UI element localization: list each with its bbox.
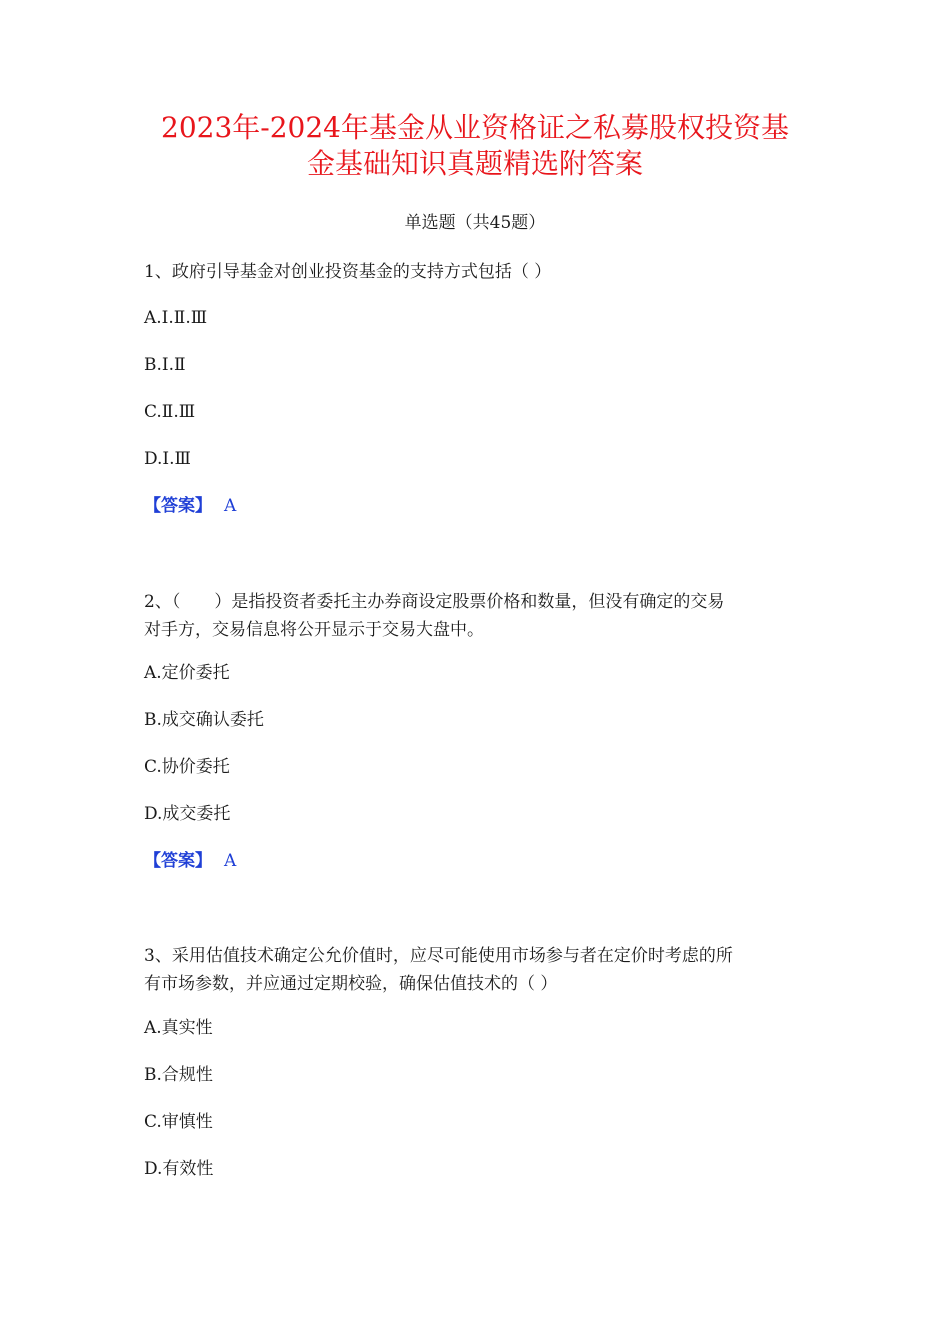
document-title-line-2: 金基础知识真题精选附答案	[306, 147, 643, 180]
answer-label: 【答案】	[144, 496, 212, 516]
answer-value: A	[224, 496, 237, 516]
question-3-option-c: C.审慎性	[144, 1112, 213, 1132]
answer-label: 【答案】	[144, 851, 212, 871]
question-2-answer	[144, 849, 236, 873]
question-3-option-a: A.真实性	[144, 1018, 213, 1038]
question-2-option-b: B.成交确认委托	[144, 710, 264, 730]
document-title	[0, 110, 950, 182]
question-1-stem	[144, 258, 824, 286]
document-title-line-1: 2023年-2024年基金从业资格证之私募股权投资基	[161, 111, 789, 144]
question-2-option-c: C.协价委托	[144, 757, 230, 777]
question-2-stem-line-2: 对手方，交易信息将公开显示于交易大盘中。	[144, 620, 484, 640]
question-3-stem-line-1: 3、采用估值技术确定公允价值时，应尽可能使用市场参与者在定价时考虑的所	[144, 946, 733, 966]
question-3-option-d: D.有效性	[144, 1159, 214, 1179]
question-2-option-a: A.定价委托	[144, 663, 230, 683]
question-2-stem	[144, 588, 824, 644]
question-2-option-d: D.成交委托	[144, 804, 231, 824]
section-heading: 单选题（共45题）	[404, 213, 546, 233]
question-3-stem-line-2: 有市场参数，并应通过定期校验，确保估值技术的（ ）	[144, 974, 558, 994]
question-2-stem-line-1: 2、（ ）是指投资者委托主办券商设定股票价格和数量，但没有确定的交易	[144, 592, 725, 612]
question-3-option-b: B.合规性	[144, 1065, 213, 1085]
question-1-stem-line-1: 1、政府引导基金对创业投资基金的支持方式包括（ ）	[144, 262, 552, 282]
question-1-option-d: D.Ⅰ.Ⅲ	[144, 449, 191, 469]
answer-value: A	[224, 851, 237, 871]
question-1-option-c: C.Ⅱ.Ⅲ	[144, 402, 196, 422]
question-1-option-b: B.Ⅰ.Ⅱ	[144, 355, 186, 375]
question-1-option-a: A.Ⅰ.Ⅱ.Ⅲ	[144, 308, 208, 328]
question-3-stem	[144, 942, 824, 998]
question-1-answer	[144, 494, 236, 518]
